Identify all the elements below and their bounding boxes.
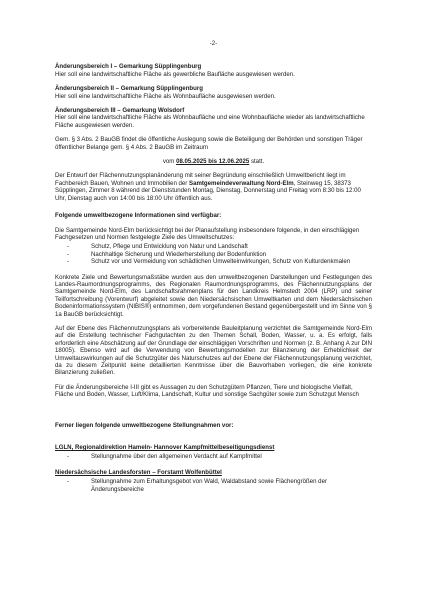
goals-paragraph: Konkrete Ziele und Bewertungsmaßstäbe wurden aus den umweltbezogenen Darstellungen und Festlegungen des Landes-Raumordnungsprogramms, des Regionalen Raumordnungsprogramms, des Flächennutzungsplans der Samtgemeinde Nord-Elm, des Landschaftsrahmenplans für den Landkreis Helmstedt 2004 (LRP) und seiner Teilfortschreibung (Vorentwurf) abgeleitet sowie den Niedersächsischen Umweltkarten und dem Niedersächsischen Bodeninformationssystem (NIBIS®) entnommen, dem vorgefundenen Bestand gegenübergestellt und im Sinne von § 1a BauGB berücksichtigt.: [55, 273, 372, 318]
baugb-paragraph: Gem. § 3 Abs. 2 BauGB findet die öffentliche Auslegung sowie die Beteiligung der Behörden und sonstigen Träger öffentlicher Belange gem. § 4 Abs. 2 BauGB im Zeitraum: [55, 136, 363, 151]
statement-org-2: Niedersächsische Landesforsten – Forstamt Wolfenbüttel: [55, 468, 222, 476]
env-goals-list: [55, 243, 372, 265]
area-1: [55, 63, 372, 78]
display-period-prefix: vom: [162, 158, 177, 166]
display-period: [55, 158, 372, 165]
draft-part1: Der Entwurf der Flächennutzungsplanänderung mit seiner Begründung einschließlich Umweltbericht liegt im Fachbereich Bauen, Wohnen und Immobilien der: [55, 172, 346, 187]
areas-paragraph: Für die Änderungsbereiche I-III gibt es Aussagen zu den Schutzgütern Pflanzen, Tiere und biologische Vielfalt, Fläche und Boden, Wasser, Luft/Klima, Landschaft, Kultur und sonstige Sachgüter sowie zum Schutzgut Mensch: [55, 383, 359, 399]
statements-heading: Ferner liegen folgende umweltbezogene Stellungnahmen vor:: [55, 421, 234, 429]
display-period-suffix: statt.: [249, 158, 265, 166]
area-1-title: Änderungsbereich I – Gemarkung Süpplingenburg: [55, 63, 202, 71]
statement-list-1: [55, 453, 372, 460]
statement-group-2: [55, 469, 372, 493]
display-period-dates: 08.05.2025 bis 12.06.2025: [176, 158, 250, 166]
area-3-text: Hier soll eine landwirtschaftliche Fläche als Wohnbaufläche und eine Wohnbaufläche wieder als landwirtschaftliche Fläche ausgewiesen werden.: [55, 114, 365, 129]
area-2: [55, 85, 372, 100]
area-2-text: Hier soll eine landwirtschaftliche Fläche als Wohnbaufläche ausgewiesen werden.: [55, 92, 276, 100]
page-number: -2-: [209, 40, 218, 47]
env-info-heading: Folgende umweltbezogene Informationen sind verfügbar:: [55, 212, 222, 220]
list-item: - Schutz, Pflege und Entwicklung von Natur und Landschaft: [67, 243, 372, 250]
list-item: - Stellungnahme über den allgemeinen Verdacht auf Kampfmittel: [67, 453, 372, 460]
area-3: [55, 107, 372, 129]
draft-paragraph: [55, 172, 372, 202]
area-1-text: Hier soll eine landwirtschaftliche Fläche als gewerbliche Baufläche ausgewiesen werden.: [55, 70, 295, 78]
list-item: - Schutz vor und Vermeidung von schädlichen Umwelteinwirkungen, Schutz von Kulturdenkmalen: [67, 258, 372, 265]
statement-list-2: [55, 478, 372, 493]
env-info-intro: Die Samtgemeinde Nord-Elm berücksichtigt bei der Planaufstellung insbesondere folgende, in den einschlägigen Fachgesetzen und Normen festgelegte Ziele des Umweltschutzes:: [55, 226, 360, 241]
statement-org-1: LGLN, Regionaldirektion Hameln- Hannover Kampfmittelbeseitigungsdienst: [55, 444, 275, 452]
draft-office: Samtgemeindeverwaltung Nord-Elm: [189, 179, 294, 187]
plan-paragraph: Auf der Ebene des Flächennutzungsplans als vorbereitende Bauleitplanung verzichtet die Samtgemeinde Nord-Elm auf die Erstellung technischer Fachgutachten zu den Themen Schall, Boden, Wasser, u. a. Es erfolgt, falls erforderlich eine Abschätzung auf der Grundlage der einschlägigen Vorschriften und Normen (z. B. Anhang A zur DIN 18005). Ebenso wird auf die Verwendung von Bewertungsmodellen zur Bilanzierung der Erheblichkeit der Umweltauswirkungen auf die Schutzgüter des Naturschutzes auf der Ebene der Flächennutzungsplanung verzichtet, da zu diesem Zeitpunkt keine detaillierten Kenntnisse über die Bauvorhaben vorliegen, die eine konkrete Bilanzierung zuließen.: [55, 324, 372, 377]
list-item: - Nachhaltige Sicherung und Wiederherstellung der Bodenfunktion: [67, 251, 372, 258]
statement-group-1: [55, 444, 372, 461]
draft-part2: , Steinweg 15, 38373 Süpplingen, Zimmer 8 während der Dienststunden Montag, Dienstag, Donnerstag und Freitag vom 8:30 bis 12:00 Uhr, Dienstag auch von 14:00 bis 18:00 Uhr öffentlich aus.: [55, 179, 361, 202]
list-item: - Stellungnahme zum Erhaltungsgebot von Wald, Waldabstand sowie Flächengrößen der Änderungsbereiche: [67, 478, 372, 493]
area-3-title: Änderungsbereich III – Gemarkung Wolsdorf: [55, 107, 185, 115]
area-2-title: Änderungsbereich II – Gemarkung Süpplingenburg: [55, 85, 203, 93]
